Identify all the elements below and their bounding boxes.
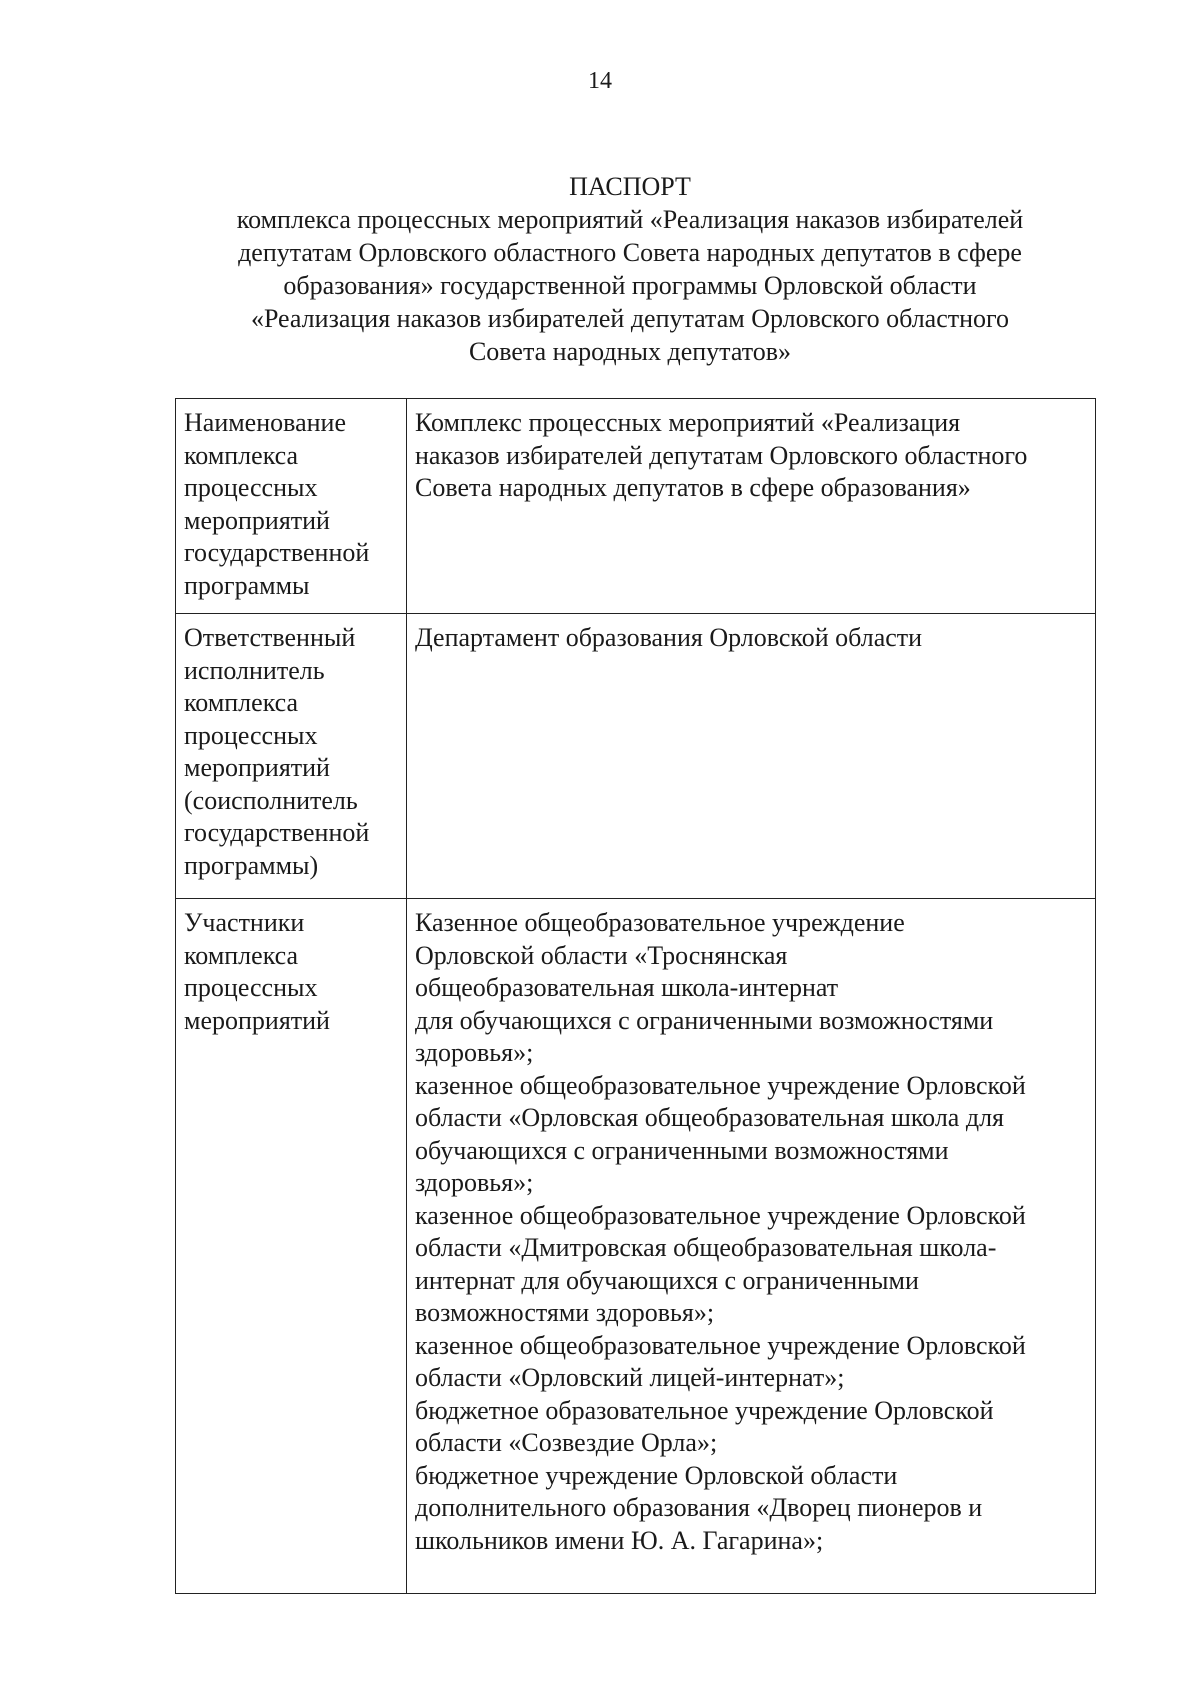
label-line: мероприятий — [184, 753, 330, 782]
label-line: комплекса — [184, 940, 299, 970]
row-label — [176, 614, 407, 899]
value-line: области «Орловская общеобразовательная школа для — [415, 1103, 1005, 1132]
label-line: программы) — [184, 850, 319, 880]
passport-table — [175, 398, 1096, 1594]
label-line: государственной — [184, 818, 370, 847]
value-line: казенное общеобразовательное учреждение Орловской — [415, 1330, 1026, 1360]
subtitle-line: депутатам Орловского областного Совета народных депутатов в сфере — [238, 238, 1022, 267]
subtitle-line: Совета народных депутатов» — [468, 337, 792, 366]
label-line: процессных — [184, 973, 318, 1002]
value-line: бюджетное учреждение Орловской области — [415, 1460, 898, 1490]
label-line: комплекса — [184, 688, 299, 717]
table-row-participants — [176, 899, 1096, 1594]
value-line: области «Дмитровская общеобразовательная школа- — [415, 1233, 997, 1262]
label-line: исполнитель — [184, 655, 325, 685]
value-line: Совета народных депутатов в сфере образования» — [415, 473, 971, 502]
row-value — [407, 614, 1096, 899]
label-line: процессных — [184, 473, 318, 502]
row-label — [176, 399, 407, 614]
value-line: Казенное общеобразовательное учреждение — [415, 908, 905, 937]
label-line: Наименование — [184, 408, 346, 437]
value-line: Комплекс процессных мероприятий «Реализация — [415, 408, 961, 437]
page-number: 14 — [588, 68, 612, 94]
value-line: казенное общеобразовательное учреждение Орловской — [415, 1200, 1026, 1230]
table-row-responsible-executor — [176, 614, 1096, 899]
title-block — [180, 170, 1080, 368]
document-title: ПАСПОРТ — [569, 172, 691, 201]
label-line: Участники — [184, 908, 305, 937]
table-row-program-name — [176, 399, 1096, 614]
value-line: Орловской области «Троснянская — [415, 940, 788, 970]
label-line: (соисполнитель — [184, 785, 358, 815]
value-line: общеобразовательная школа-интернат — [415, 973, 839, 1002]
value-line: наказов избирателей депутатам Орловского областного — [415, 440, 1028, 470]
label-line: Ответственный — [184, 623, 356, 652]
subtitle-line: комплекса процессных мероприятий «Реализация наказов избирателей — [236, 205, 1024, 234]
label-line: комплекса — [184, 440, 299, 470]
value-line: обучающихся с ограниченными возможностями — [415, 1135, 949, 1165]
subtitle-line: «Реализация наказов избирателей депутатам Орловского областного — [250, 304, 1010, 333]
label-line: процессных — [184, 720, 318, 750]
value-line: для обучающихся с ограниченными возможностями — [415, 1005, 994, 1035]
value-line: интернат для обучающихся с ограниченными — [415, 1265, 919, 1295]
row-label — [176, 899, 407, 1594]
value-line: здоровья»; — [415, 1038, 534, 1067]
label-line: государственной — [184, 538, 370, 567]
label-line: мероприятий — [184, 505, 330, 535]
value-line: области «Орловский лицей-интернат»; — [415, 1363, 845, 1392]
value-line: бюджетное образовательное учреждение Орловской — [415, 1395, 994, 1425]
value-line: здоровья»; — [415, 1168, 534, 1197]
value-line: школьников имени Ю. А. Гагарина»; — [415, 1525, 824, 1555]
value-line: казенное общеобразовательное учреждение Орловской — [415, 1070, 1026, 1100]
label-line: программы — [184, 570, 310, 600]
label-line: мероприятий — [184, 1005, 330, 1035]
value-line: дополнительного образования «Дворец пионеров и — [415, 1493, 983, 1522]
row-value — [407, 399, 1096, 614]
row-value — [407, 899, 1096, 1594]
subtitle-line: образования» государственной программы Орловской области — [283, 271, 977, 300]
value-line: Департамент образования Орловской области — [415, 623, 923, 652]
value-line: области «Созвездие Орла»; — [415, 1428, 718, 1457]
value-line: возможностями здоровья»; — [415, 1298, 715, 1327]
